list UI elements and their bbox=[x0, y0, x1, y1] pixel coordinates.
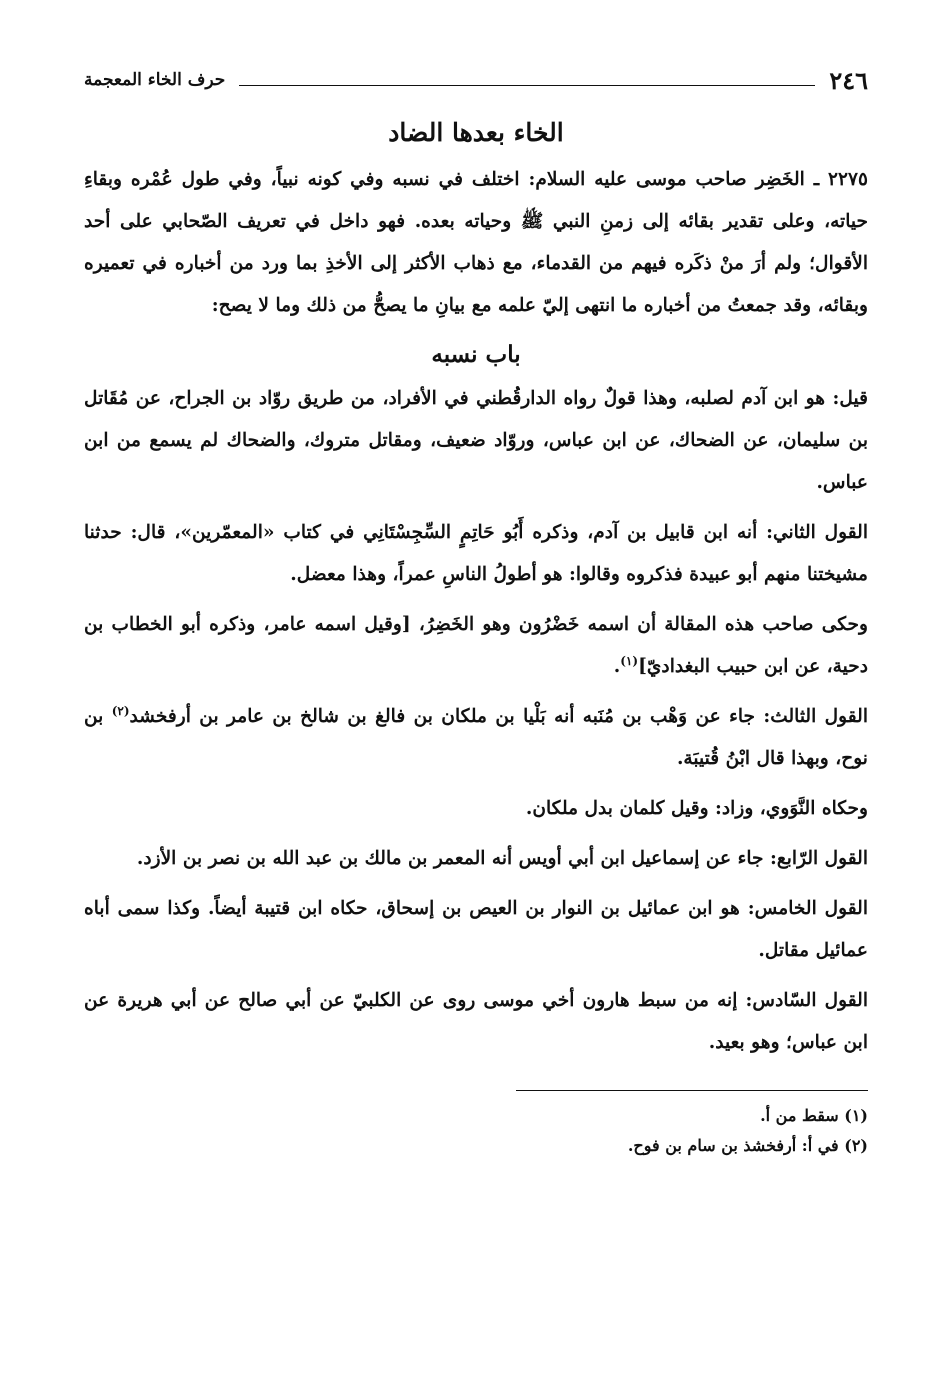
paragraph-6: القول الرّابع: جاء عن إسماعيل ابن أبي أويس أنه المعمر بن مالك بن عبد الله بن نصر بن الأزد. bbox=[136, 848, 868, 869]
entry-paragraph bbox=[84, 159, 868, 327]
paragraph-5: وحكاه النَّوَوي، وزاد: وقيل كلمان بدل ملكان. bbox=[525, 798, 868, 819]
footnote-1: (١) سقط من أ. bbox=[760, 1106, 868, 1125]
paragraph-1: قيل: هو ابن آدم لصلبه، وهذا قولٌ رواه الدارقُطني في الأفراد، من طريق روّاد بن الجراح، عن مُقَاتل بن سليمان، عن الضحاك، عن ابن عباس، وروّاد ضعيف، ومقاتل متروك، والضحاك لم يسمع من ابن عباس. bbox=[84, 388, 868, 493]
running-header bbox=[84, 62, 868, 98]
entry-title: ٢٢٧٥ ـ الخَضِر صاحب موسى عليه السلام: bbox=[528, 169, 868, 190]
footnote-ref-2[interactable]: (٢) bbox=[111, 703, 130, 718]
paragraph-3-tail: . bbox=[613, 656, 621, 677]
book-page bbox=[84, 62, 868, 1362]
paragraph-3 bbox=[84, 604, 868, 688]
sub-heading: باب نسبه bbox=[431, 341, 521, 368]
header-rule bbox=[239, 85, 815, 86]
page-number: ٢٤٦ bbox=[829, 65, 868, 95]
paragraph-4-tail: بن نوح، وبهذا قال ابْنُ قُتيبَة. bbox=[84, 706, 868, 769]
paragraph-7: القول الخامس: هو ابن عمائيل بن النوار بن العيص بن إسحاق، حكاه ابن قتيبة أيضاً. وكذا سمى أباه عمائيل مقاتل. bbox=[84, 898, 868, 961]
paragraph-3-text: وحكى صاحب هذه المقالة أن اسمه خَضْرُون وهو الخَضِرُ، [وقيل اسمه عامر، وذكره أبو الخطاب بن دحية، عن ابن حبيب البغداديّ] bbox=[84, 614, 868, 677]
paragraph-4-text: القول الثالث: جاء عن وَهْب بن مُنَبه أنه بَلْيا بن ملكان بن فالغ بن شالخ بن عامر بن أرفخشد bbox=[129, 706, 868, 727]
entry-text: اختلف في نسبه وفي كونه نبياً، وفي طول عُمْره وبقاءِ حياته، وعلى تقدير بقائه إلى زمنِ النبي ﷺ وحياته بعده. فهو داخل في تعريف الصّحابي على أحد الأقوال؛ ولم أرَ منْ ذكَره فيهم من القدماء، مع ذهاب الأكثر إلى الأخذِ بما ورد من أخباره في تعميره وبقائه، وقد جمعتُ من أخباره ما انتهى إليّ علمه مع بيانِ ما يصحُّ من ذلك وما لا يصح: bbox=[84, 169, 868, 316]
section-heading: الخاء بعدها الضاد bbox=[388, 118, 564, 147]
footnote-ref-1[interactable]: (١) bbox=[620, 653, 639, 668]
footnote-rule bbox=[516, 1090, 868, 1091]
paragraph-4 bbox=[84, 696, 868, 780]
paragraph-8: القول السّادس: إنه من سبط هارون أخي موسى روى عن الكلبيّ عن أبي صالح عن أبي هريرة عن ابن عباس؛ وهو بعيد. bbox=[84, 990, 868, 1053]
footnote-2: (٢) في أ: أرفخشذ بن سام بن فوح. bbox=[627, 1136, 868, 1155]
paragraph-2: القول الثاني: أنه ابن قابيل بن آدم، وذكره أَبُو حَاتِمٍ السِّجِسْتَانِي في كتاب «المعمّرين»، قال: حدثنا مشيختنا منهم أبو عبيدة فذكروه وقالوا: هو أطولُ الناسِ عمراً، وهذا معضل. bbox=[84, 522, 868, 585]
running-title: حرف الخاء المعجمة bbox=[84, 70, 226, 90]
